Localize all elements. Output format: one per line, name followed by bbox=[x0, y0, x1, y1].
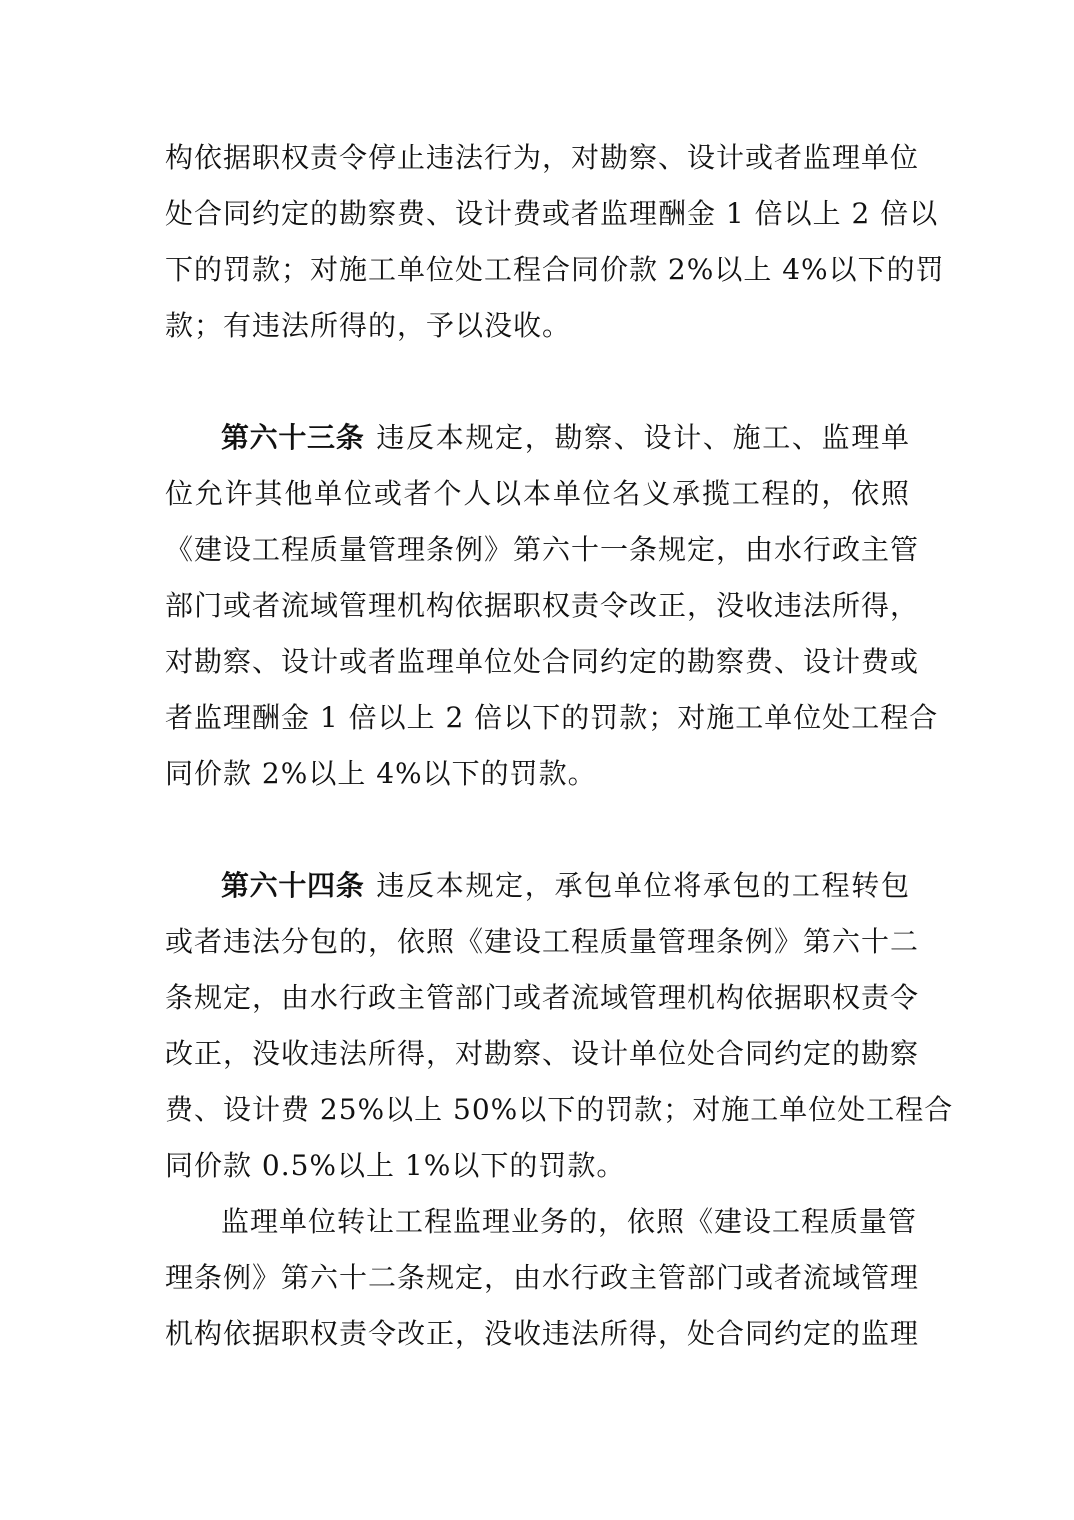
article-heading: 第六十三条 bbox=[221, 421, 365, 454]
text-line: 下的罚款；对施工单位处工程合同价款 2%以上 4%以下的罚 bbox=[165, 253, 945, 286]
text-line: 或者违法分包的，依照《建设工程质量管理条例》第六十二 bbox=[165, 925, 920, 958]
text-line: 款；有违法所得的，予以没收。 bbox=[165, 309, 572, 342]
text-line: 费、设计费 25%以上 50%以下的罚款；对施工单位处工程合 bbox=[165, 1093, 954, 1126]
text-line: 条规定，由水行政主管部门或者流域管理机构依据职权责令 bbox=[165, 981, 920, 1014]
article-text: 违反本规定，承包单位将承包的工程转包 bbox=[376, 869, 910, 902]
text-line: 《建设工程质量管理条例》第六十一条规定，由水行政主管 bbox=[165, 533, 920, 566]
text-line: 构依据职权责令停止违法行为，对勘察、设计或者监理单位 bbox=[165, 141, 920, 174]
text-line: 改正，没收违法所得，对勘察、设计单位处合同约定的勘察 bbox=[165, 1037, 920, 1070]
text-line: 者监理酬金 1 倍以上 2 倍以下的罚款；对施工单位处工程合 bbox=[165, 701, 939, 734]
article-first-line bbox=[221, 418, 910, 458]
text-line: 部门或者流域管理机构依据职权责令改正，没收违法所得， bbox=[165, 589, 920, 622]
text-line: 同价款 2%以上 4%以下的罚款。 bbox=[165, 757, 597, 790]
article-heading: 第六十四条 bbox=[221, 869, 365, 902]
text-line: 监理单位转让工程监理业务的，依照《建设工程质量管 bbox=[221, 1205, 918, 1238]
text-line: 同价款 0.5%以上 1%以下的罚款。 bbox=[165, 1149, 626, 1182]
article-text: 违反本规定，勘察、设计、施工、监理单 bbox=[376, 421, 910, 454]
text-line: 机构依据职权责令改正，没收违法所得，处合同约定的监理 bbox=[165, 1317, 920, 1350]
text-line: 对勘察、设计或者监理单位处合同约定的勘察费、设计费或 bbox=[165, 645, 920, 678]
text-line: 理条例》第六十二条规定，由水行政主管部门或者流域管理 bbox=[165, 1261, 920, 1294]
text-line: 位允许其他单位或者个人以本单位名义承揽工程的，依照 bbox=[165, 477, 910, 510]
article-first-line bbox=[221, 866, 910, 906]
text-line: 处合同约定的勘察费、设计费或者监理酬金 1 倍以上 2 倍以 bbox=[165, 197, 939, 230]
